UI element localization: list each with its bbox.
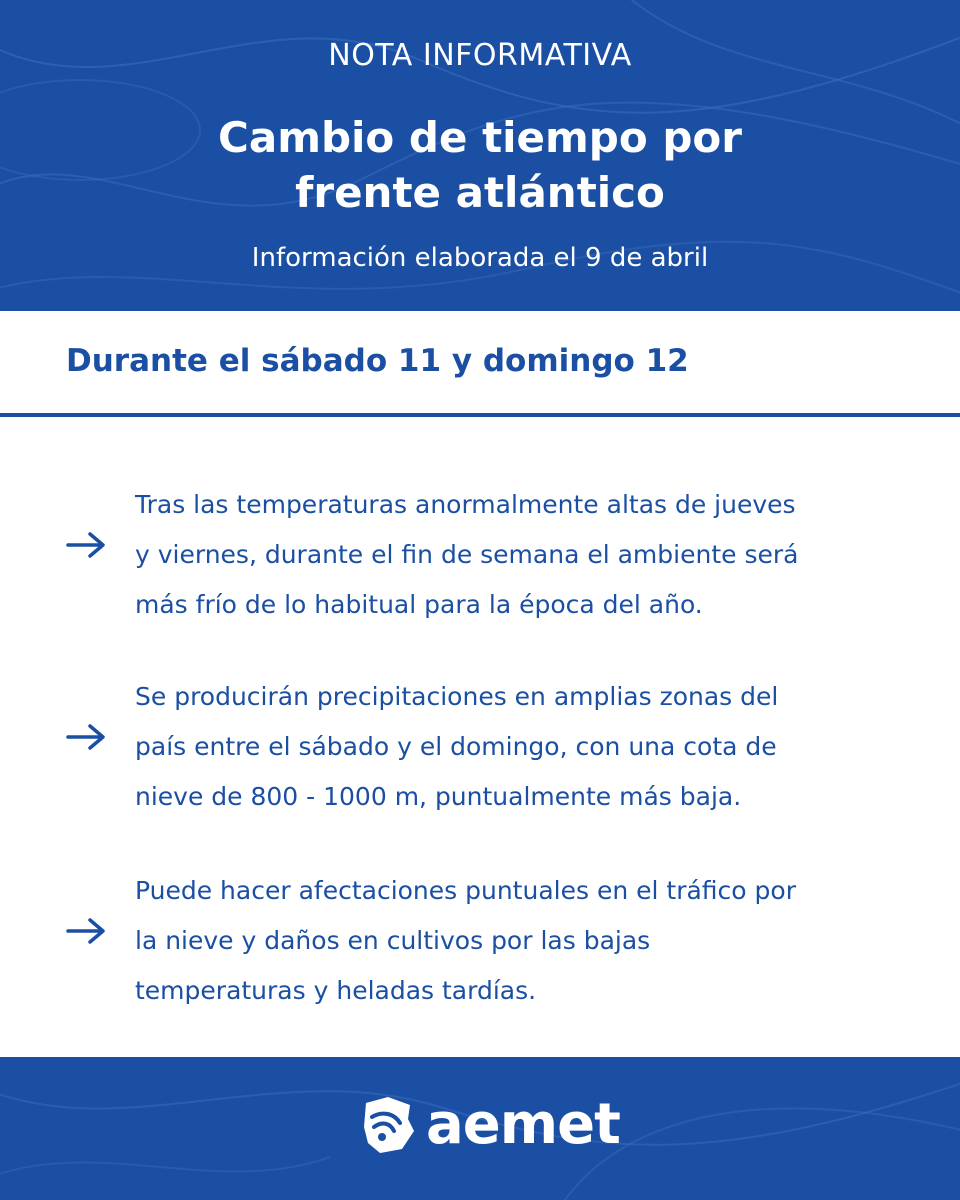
list-item bbox=[0, 480, 960, 619]
page-title bbox=[0, 110, 960, 220]
note-kicker: NOTA INFORMATIVA bbox=[328, 38, 632, 73]
header-banner bbox=[0, 0, 960, 311]
list-item-line: Se producirán precipitaciones en amplias zonas del bbox=[135, 682, 779, 711]
list-item-line: más frío de lo habitual para la época del año. bbox=[135, 590, 703, 619]
list-item-line: la nieve y daños en cultivos por las bajas bbox=[135, 926, 651, 955]
page-subtitle: Información elaborada el 9 de abril bbox=[251, 243, 709, 273]
footer-banner bbox=[0, 1057, 960, 1200]
section-heading: Durante el sábado 11 y domingo 12 bbox=[66, 343, 689, 379]
list-item-line: y viernes, durante el fin de semana el ambiente será bbox=[135, 540, 799, 569]
arrow-right-icon bbox=[66, 917, 106, 945]
aemet-logo bbox=[358, 1093, 620, 1157]
title-line-2: frente atlántico bbox=[295, 168, 665, 217]
list-item-line: nieve de 800 - 1000 m, puntualmente más baja. bbox=[135, 782, 742, 811]
list-item-line: país entre el sábado y el domingo, con una cota de bbox=[135, 732, 777, 761]
title-line-1: Cambio de tiempo por bbox=[218, 113, 742, 162]
list-item-line: Tras las temperaturas anormalmente altas de jueves bbox=[135, 490, 796, 519]
list-item-line: temperaturas y heladas tardías. bbox=[135, 976, 537, 1005]
arrow-right-icon bbox=[66, 723, 106, 751]
list-item-text bbox=[135, 672, 915, 822]
list-item-text bbox=[135, 480, 915, 630]
list-item-text bbox=[135, 866, 915, 1016]
aemet-wordmark: aemet bbox=[426, 1092, 620, 1157]
list-item-line: Puede hacer afectaciones puntuales en el tráfico por bbox=[135, 876, 796, 905]
list-item bbox=[0, 866, 960, 1005]
divider bbox=[0, 413, 960, 417]
arrow-right-icon bbox=[66, 531, 106, 559]
aemet-logo-icon bbox=[358, 1093, 418, 1157]
list-item bbox=[0, 672, 960, 811]
